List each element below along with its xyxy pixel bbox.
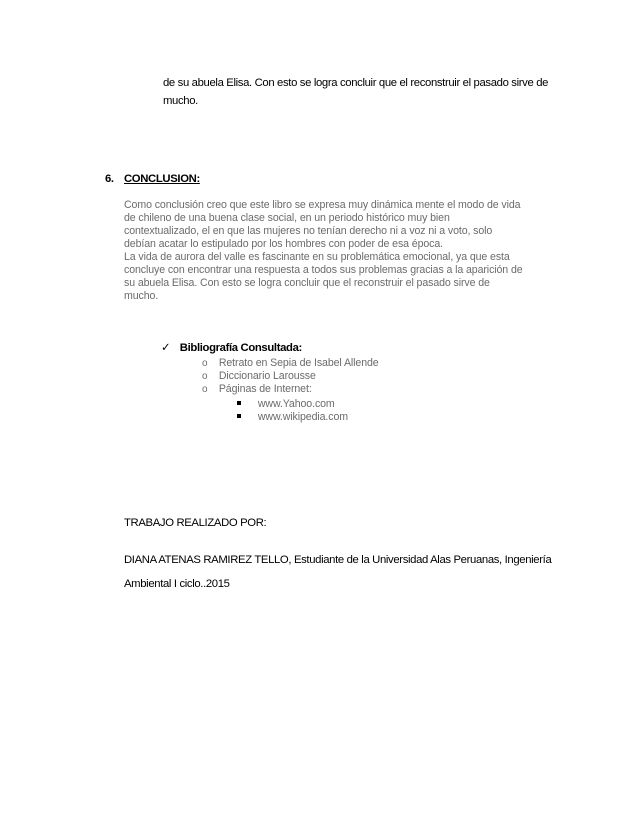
square-bullet-icon (237, 401, 241, 405)
internet-sublist (237, 398, 348, 424)
bibliography-heading: Bibliografía Consultada: (179, 342, 302, 354)
circle-bullet-icon: o (202, 384, 208, 395)
top-paragraph-line: mucho. (163, 95, 198, 107)
credits-line: DIANA ATENAS RAMIREZ TELLO, Estudiante de la Universidad Alas Peruanas, Ingeniería (124, 554, 552, 566)
list-item-label: www.wikipedia.com (257, 411, 348, 423)
conclusion-line: mucho. (124, 290, 159, 302)
list-item-label: Retrato en Sepia de Isabel Allende (218, 357, 379, 369)
conclusion-paragraph (124, 199, 523, 303)
top-paragraph-line: de su abuela Elisa. Con esto se logra concluir que el reconstruir el pasado sirve de (163, 77, 549, 89)
list-item (202, 357, 379, 370)
conclusion-line: concluye con encontrar una respuesta a todos sus problemas gracias a la aparición de (124, 264, 523, 276)
list-item (237, 411, 348, 424)
check-icon: ✓ (161, 342, 171, 354)
section-number: 6. (105, 173, 114, 185)
credits-line: Ambiental I ciclo..2015 (124, 578, 230, 590)
conclusion-line: de chileno de una buena clase social, en un periodo histórico muy bien (124, 212, 450, 224)
circle-bullet-icon: o (202, 371, 208, 382)
conclusion-line: La vida de aurora del valle es fascinante en su problemática emocional, ya que esta (124, 251, 510, 263)
conclusion-line: Como conclusión creo que este libro se expresa muy dinámica mente el modo de vida (124, 199, 521, 211)
credits-label: TRABAJO REALIZADO POR: (124, 517, 267, 529)
conclusion-line: contextualizado, el en que las mujeres no tenían derecho ni a voz ni a voto, solo (124, 225, 493, 237)
credits-text (124, 548, 551, 596)
square-bullet-icon (237, 414, 241, 418)
top-paragraph (163, 74, 548, 110)
section-title: CONCLUSION: (124, 173, 200, 185)
list-item (237, 398, 348, 411)
list-item (202, 383, 379, 396)
bibliography-list (202, 357, 379, 396)
conclusion-line: debían acatar lo estipulado por los hombres con poder de esa época. (124, 238, 443, 250)
list-item-label: Diccionario Larousse (218, 370, 316, 382)
conclusion-line: su abuela Elisa. Con esto se logra concluir que el reconstruir el pasado sirve de (124, 277, 490, 289)
bibliography-heading-row (161, 341, 302, 354)
list-item-label: www.Yahoo.com (257, 398, 335, 410)
list-item-label: Páginas de Internet: (218, 383, 312, 395)
list-item (202, 370, 379, 383)
circle-bullet-icon: o (202, 358, 208, 369)
